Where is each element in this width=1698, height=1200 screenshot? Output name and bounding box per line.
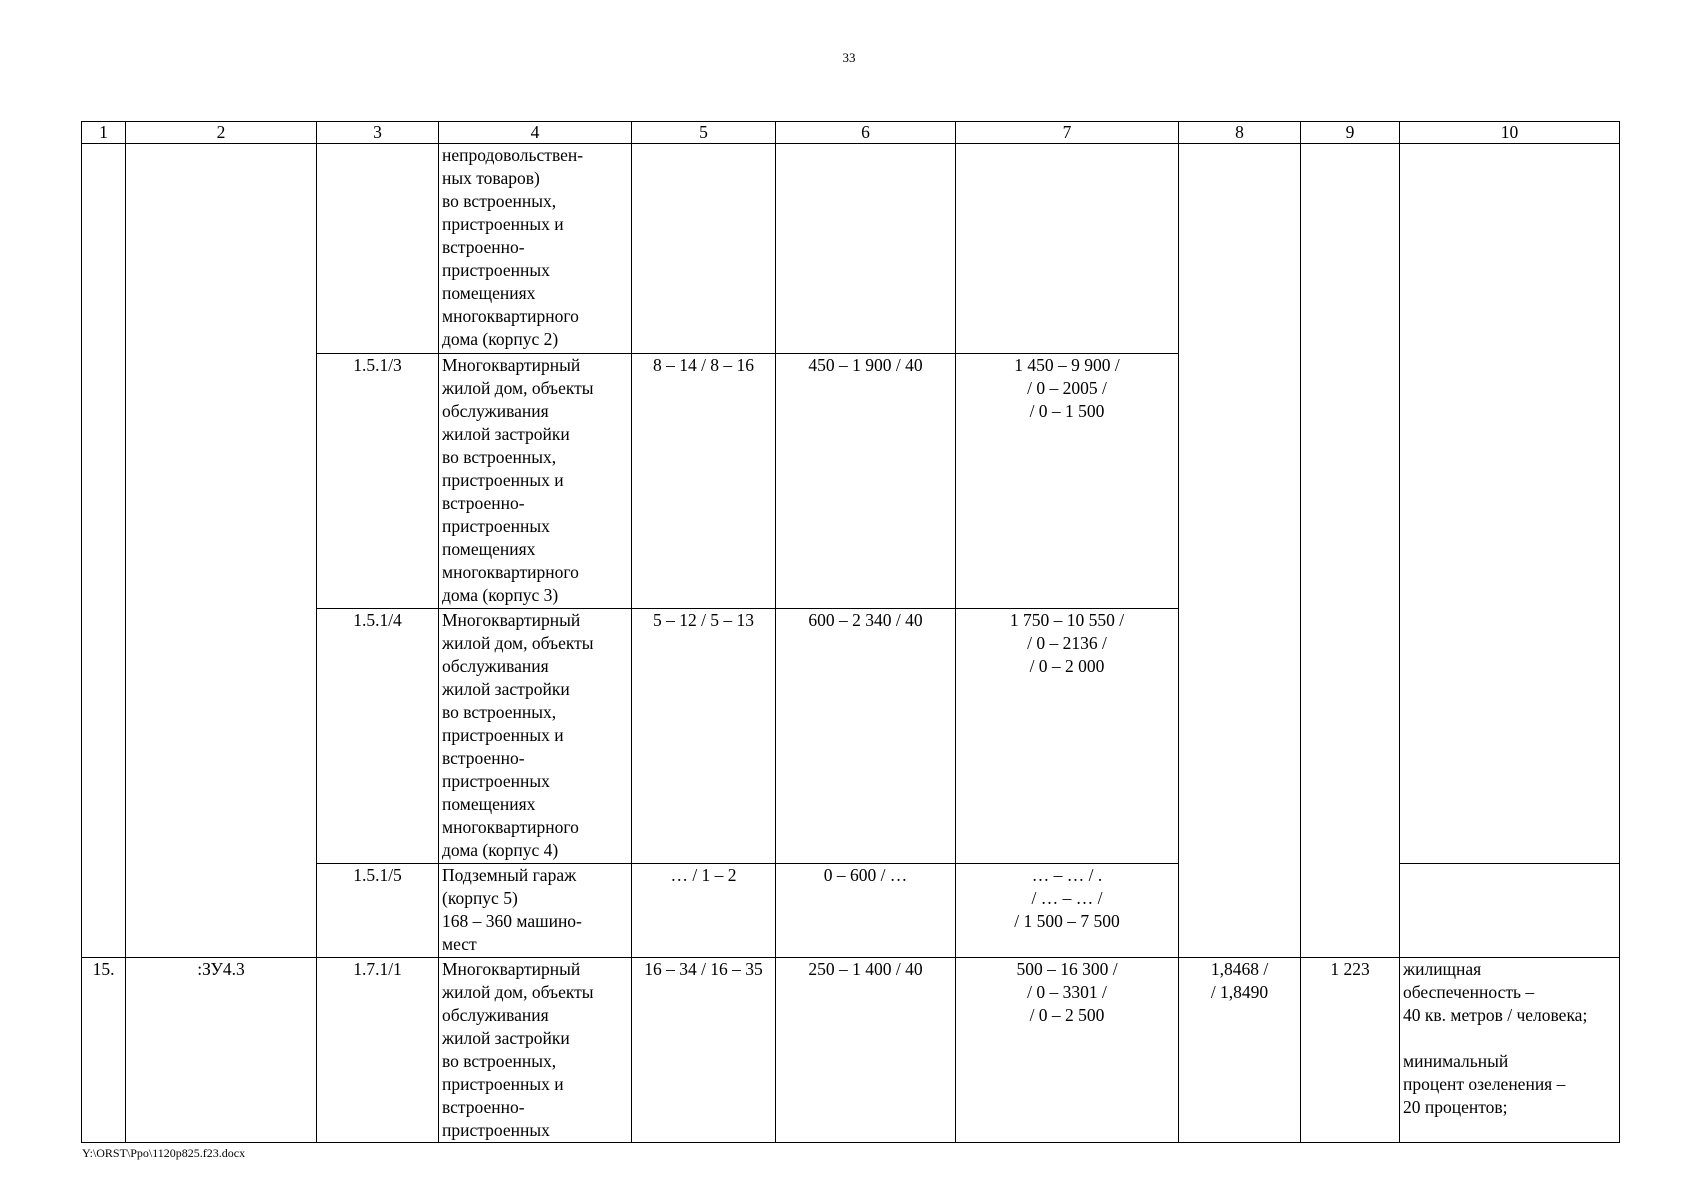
header-col-3: 3 <box>317 122 439 144</box>
cell-object-description: Многоквартирный жилой дом, объекты обслуживания жилой застройки во встроенных, пристроенных и встроенно- пристроенных помещениях многоквартирного дома (корпус 4) <box>439 609 632 864</box>
cell-floors: 8 – 14 / 8 – 16 <box>632 354 776 609</box>
document-path-footer: Y:\ORST\Ppo\1120p825.f23.docx <box>82 1146 246 1160</box>
header-col-7: 7 <box>956 122 1179 144</box>
table-row <box>82 958 1620 1143</box>
cell-area: … – … / . / … – … / / 1 500 – 7 500 <box>956 864 1179 958</box>
cell-col10 <box>1400 144 1620 864</box>
cell-object-code: 1.7.1/1 <box>317 958 439 1143</box>
cell-col9 <box>1301 144 1400 958</box>
cell-col10 <box>1400 864 1620 958</box>
cell-height: 600 – 2 340 / 40 <box>776 609 956 864</box>
cell-object-description: Многоквартирный жилой дом, объекты обслуживания жилой застройки во встроенных, пристроенных и встроенно- пристроенных помещениях многоквартирного дома (корпус 3) <box>439 354 632 609</box>
cell-object-code: 1.5.1/4 <box>317 609 439 864</box>
cell-height: 450 – 1 900 / 40 <box>776 354 956 609</box>
cell-floors: 5 – 12 / 5 – 13 <box>632 609 776 864</box>
cell-plot-id: :ЗУ4.3 <box>126 958 317 1143</box>
cell-object-description: Многоквартирный жилой дом, объекты обслуживания жилой застройки во встроенных, пристроенных и встроенно- пристроенных <box>439 958 632 1143</box>
header-col-1: 1 <box>82 122 126 144</box>
cell-height: 0 – 600 / … <box>776 864 956 958</box>
cell-col8: 1,8468 / / 1,8490 <box>1179 958 1301 1143</box>
cell-height: 250 – 1 400 / 40 <box>776 958 956 1143</box>
cell-floors <box>632 144 776 354</box>
cell-object-description: непродовольствен- ных товаров) во встроенных, пристроенных и встроенно- пристроенных помещениях многоквартирного дома (корпус 2) <box>439 144 632 354</box>
land-plots-table <box>81 121 1620 1143</box>
header-col-2: 2 <box>126 122 317 144</box>
cell-object-code: 1.5.1/5 <box>317 864 439 958</box>
cell-area: 1 450 – 9 900 / / 0 – 2005 / / 0 – 1 500 <box>956 354 1179 609</box>
header-col-4: 4 <box>439 122 632 144</box>
cell-height <box>776 144 956 354</box>
cell-object-code <box>317 144 439 354</box>
cell-object-description: Подземный гараж (корпус 5) 168 – 360 машино- мест <box>439 864 632 958</box>
cell-col9: 1 223 <box>1301 958 1400 1143</box>
cell-plot-id <box>126 144 317 958</box>
cell-floors: 16 – 34 / 16 – 35 <box>632 958 776 1143</box>
header-col-6: 6 <box>776 122 956 144</box>
header-col-8: 8 <box>1179 122 1301 144</box>
header-col-9: 9 <box>1301 122 1400 144</box>
cell-col10: жилищная обеспеченность – 40 кв. метров / человека; минимальный процент озеленения – 20 процентов; <box>1400 958 1620 1143</box>
header-col-5: 5 <box>632 122 776 144</box>
cell-area: 500 – 16 300 / / 0 – 3301 / / 0 – 2 500 <box>956 958 1179 1143</box>
page-number: 33 <box>842 50 856 65</box>
cell-floors: … / 1 – 2 <box>632 864 776 958</box>
cell-area: 1 750 – 10 550 / / 0 – 2136 / / 0 – 2 000 <box>956 609 1179 864</box>
cell-number <box>82 144 126 958</box>
cell-col8 <box>1179 144 1301 958</box>
cell-object-code: 1.5.1/3 <box>317 354 439 609</box>
table-row <box>82 144 1620 354</box>
header-col-10: 10 <box>1400 122 1620 144</box>
header-row <box>82 122 1620 144</box>
cell-area <box>956 144 1179 354</box>
cell-number: 15. <box>82 958 126 1143</box>
